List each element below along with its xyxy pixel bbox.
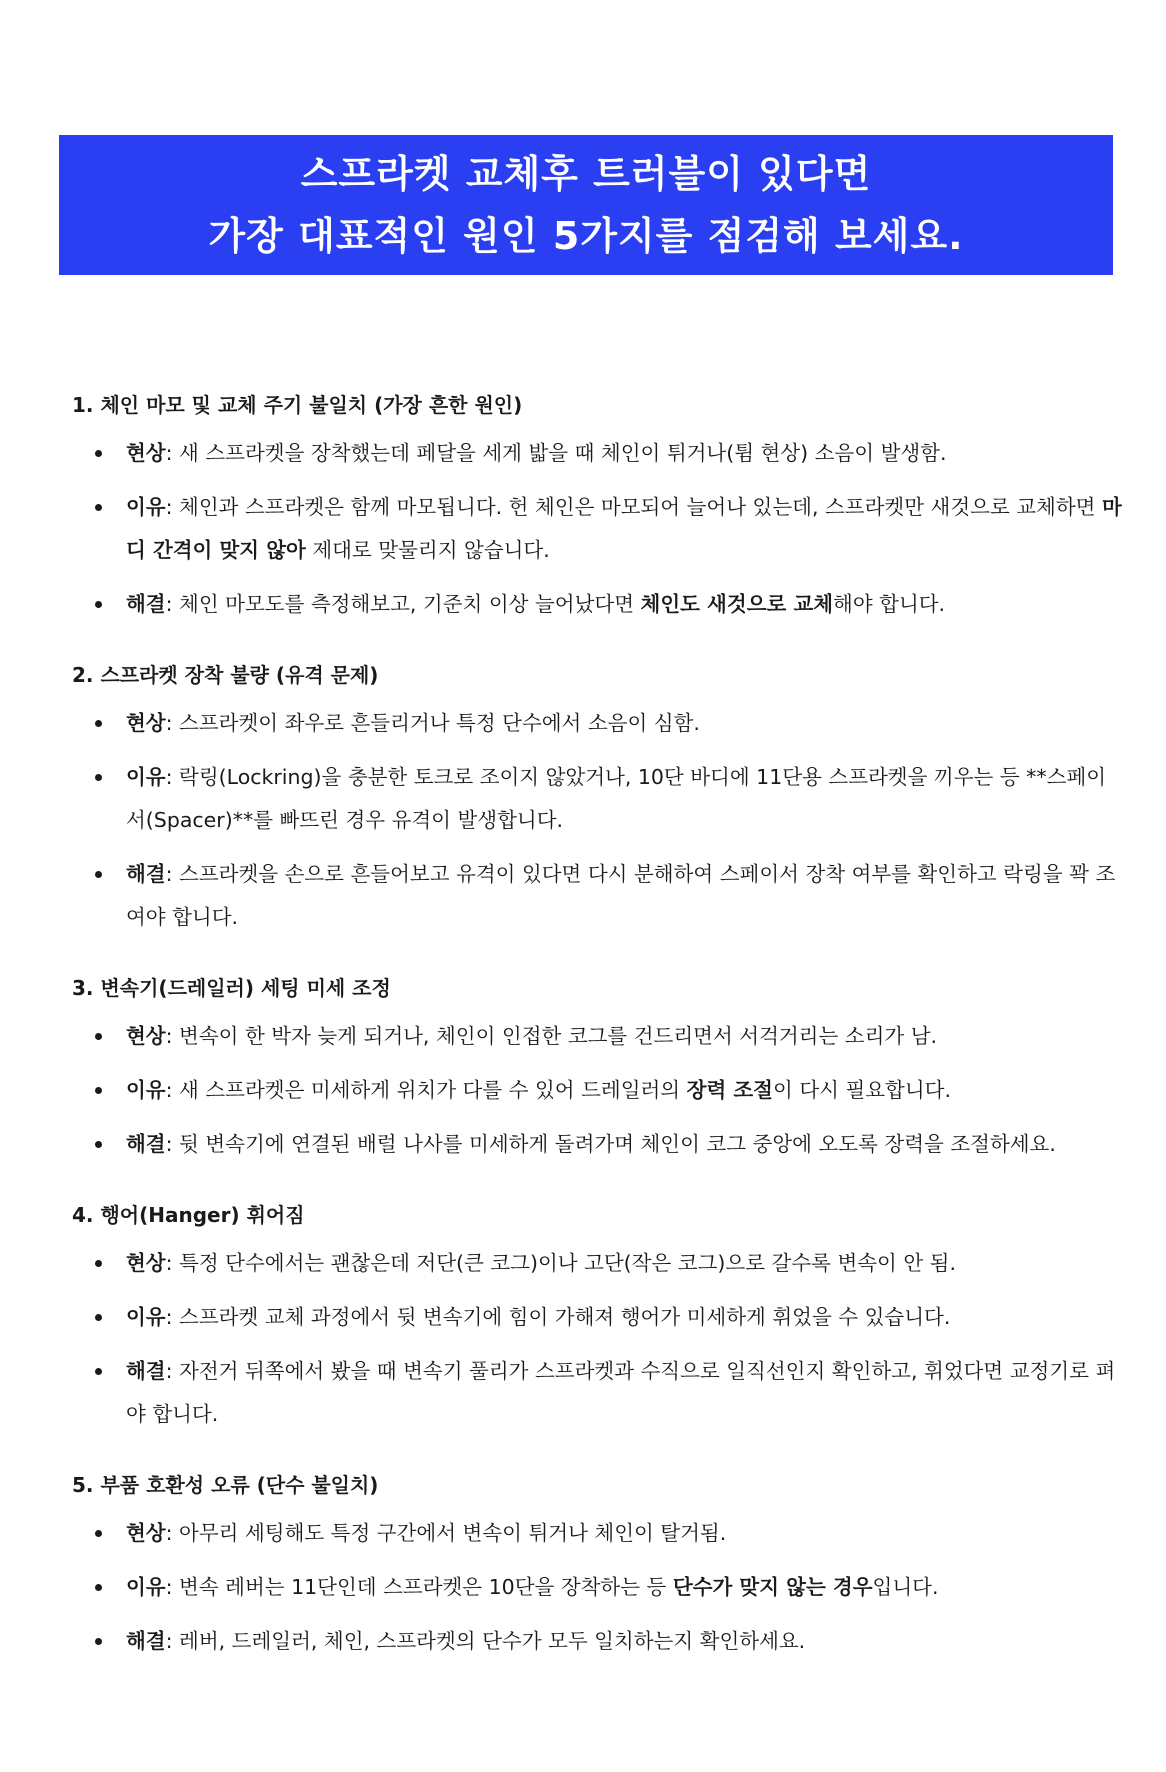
list-item-solution: 해결: 자전거 뒤쪽에서 봤을 때 변속기 풀리가 스프라켓과 수직으로 일직선인지 확인하고, 휘었다면 교정기로 펴야 합니다. — [72, 1350, 1122, 1436]
banner-line-1: 스프라켓 교체후 트러블이 있다면 — [300, 152, 872, 196]
list-item-reason: 이유: 변속 레버는 11단인데 스프라켓은 10단을 장착하는 등 단수가 맞지 않는 경우입니다. — [72, 1566, 1122, 1609]
list-item-solution: 해결: 뒷 변속기에 연결된 배럴 나사를 미세하게 돌려가며 체인이 코그 중앙에 오도록 장력을 조절하세요. — [72, 1123, 1122, 1166]
list-item-reason: 이유: 락링(Lockring)을 충분한 토크로 조이지 않았거나, 10단 바디에 11단용 스프라켓을 끼우는 등 **스페이서(Spacer)**를 빠뜨린 경우 유격이 발생합니다. — [72, 756, 1122, 842]
list-item-solution: 해결: 레버, 드레일러, 체인, 스프라켓의 단수가 모두 일치하는지 확인하세요. — [72, 1620, 1122, 1663]
article-body — [72, 388, 1122, 1695]
bullet-list — [72, 1015, 1122, 1166]
section-title: 4. 행어(Hanger) 휘어짐 — [72, 1203, 305, 1227]
list-item-solution: 해결: 체인 마모도를 측정해보고, 기준치 이상 늘어났다면 체인도 새것으로 교체해야 합니다. — [72, 583, 1122, 626]
section-title: 2. 스프라켓 장착 불량 (유격 문제) — [72, 663, 379, 687]
section-2 — [72, 658, 1122, 939]
section-title: 3. 변속기(드레일러) 세팅 미세 조정 — [72, 976, 391, 1000]
list-item-symptom: 현상: 새 스프라켓을 장착했는데 페달을 세게 밟을 때 체인이 튀거나(튐 현상) 소음이 발생함. — [72, 432, 1122, 475]
section-title: 5. 부품 호환성 오류 (단수 불일치) — [72, 1473, 379, 1497]
title-banner — [59, 135, 1113, 275]
section-5 — [72, 1468, 1122, 1663]
section-1 — [72, 388, 1122, 626]
list-item-symptom: 현상: 변속이 한 박자 늦게 되거나, 체인이 인접한 코그를 건드리면서 서걱거리는 소리가 남. — [72, 1015, 1122, 1058]
list-item-reason: 이유: 새 스프라켓은 미세하게 위치가 다를 수 있어 드레일러의 장력 조절이 다시 필요합니다. — [72, 1069, 1122, 1112]
section-title: 1. 체인 마모 및 교체 주기 불일치 (가장 흔한 원인) — [72, 393, 523, 417]
bullet-list — [72, 1512, 1122, 1663]
list-item-reason: 이유: 스프라켓 교체 과정에서 뒷 변속기에 힘이 가해져 행어가 미세하게 휘었을 수 있습니다. — [72, 1296, 1122, 1339]
list-item-symptom: 현상: 스프라켓이 좌우로 흔들리거나 특정 단수에서 소음이 심함. — [72, 702, 1122, 745]
bullet-list — [72, 432, 1122, 626]
list-item-solution: 해결: 스프라켓을 손으로 흔들어보고 유격이 있다면 다시 분해하여 스페이서 장착 여부를 확인하고 락링을 꽉 조여야 합니다. — [72, 853, 1122, 939]
section-3 — [72, 971, 1122, 1166]
bullet-list — [72, 702, 1122, 939]
bullet-list — [72, 1242, 1122, 1436]
list-item-reason: 이유: 체인과 스프라켓은 함께 마모됩니다. 헌 체인은 마모되어 늘어나 있는데, 스프라켓만 새것으로 교체하면 마디 간격이 맞지 않아 제대로 맞물리지 않습니다. — [72, 486, 1122, 572]
list-item-symptom: 현상: 아무리 세팅해도 특정 구간에서 변속이 튀거나 체인이 탈거됨. — [72, 1512, 1122, 1555]
section-4 — [72, 1198, 1122, 1436]
banner-line-2: 가장 대표적인 원인 5가지를 점검해 보세요. — [208, 214, 964, 258]
list-item-symptom: 현상: 특정 단수에서는 괜찮은데 저단(큰 코그)이나 고단(작은 코그)으로 갈수록 변속이 안 됨. — [72, 1242, 1122, 1285]
